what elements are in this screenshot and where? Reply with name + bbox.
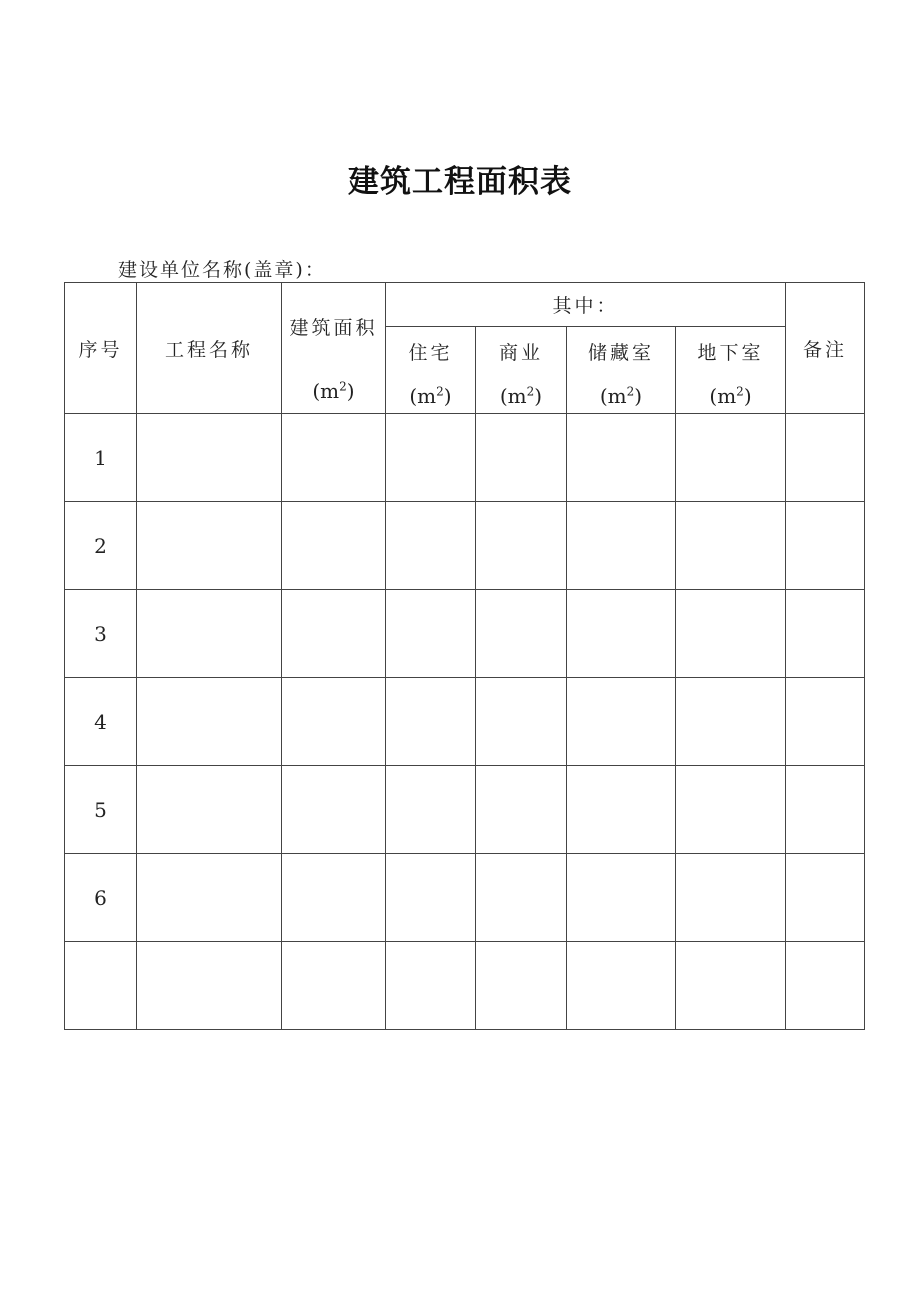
building-area-cell (282, 502, 386, 590)
project-name-cell (137, 502, 282, 590)
page-title: 建筑工程面积表 (348, 164, 572, 200)
unit-storage: $(m^2)$ (599, 384, 643, 408)
header-remarks: 备注 (786, 283, 865, 414)
seq-cell: 6 (65, 854, 137, 942)
remarks-cell (786, 854, 865, 942)
header-storage (567, 327, 676, 414)
area-table (64, 282, 865, 1030)
commercial-cell (476, 766, 567, 854)
table-row (65, 766, 865, 854)
header-project-name: 工程名称 (137, 283, 282, 414)
commercial-cell (476, 678, 567, 766)
storage-cell (567, 502, 676, 590)
header-storage-label: 储藏室 (587, 342, 654, 364)
storage-cell (567, 766, 676, 854)
basement-cell (676, 942, 786, 1030)
project-name-cell (137, 766, 282, 854)
seq-cell: 4 (65, 678, 137, 766)
header-residential (386, 327, 476, 414)
seq-cell: 5 (65, 766, 137, 854)
header-of-which: 其中： (386, 283, 786, 327)
header-basement-label: 地下室 (697, 342, 764, 364)
remarks-cell (786, 942, 865, 1030)
remarks-cell (786, 502, 865, 590)
basement-cell (676, 854, 786, 942)
unit-commercial: $(m^2)$ (499, 384, 543, 408)
header-commercial (476, 327, 567, 414)
table-row (65, 678, 865, 766)
unit-basement: $(m^2)$ (709, 384, 752, 408)
table-row (65, 942, 865, 1030)
basement-cell (676, 502, 786, 590)
seq-cell: 1 (65, 414, 137, 502)
unit-building-area: $(m^2)$ (312, 379, 355, 403)
header-seq: 序号 (65, 283, 137, 414)
storage-cell (567, 942, 676, 1030)
residential-cell (386, 590, 476, 678)
storage-cell (567, 414, 676, 502)
header-building-area (282, 283, 386, 414)
header-commercial-label: 商业 (498, 342, 543, 364)
residential-cell (386, 942, 476, 1030)
building-area-cell (282, 678, 386, 766)
storage-cell (567, 854, 676, 942)
storage-cell (567, 590, 676, 678)
table-body (65, 414, 865, 1030)
table-row (65, 590, 865, 678)
building-area-cell (282, 766, 386, 854)
building-area-cell (282, 414, 386, 502)
remarks-cell (786, 414, 865, 502)
residential-cell (386, 854, 476, 942)
basement-cell (676, 678, 786, 766)
building-area-cell (282, 854, 386, 942)
unit-residential: $(m^2)$ (409, 384, 452, 408)
remarks-cell (786, 678, 865, 766)
project-name-cell (137, 678, 282, 766)
header-residential-label: 住宅 (408, 342, 453, 364)
building-area-cell (282, 942, 386, 1030)
building-area-cell (282, 590, 386, 678)
commercial-cell (476, 854, 567, 942)
remarks-cell (786, 766, 865, 854)
table-row (65, 854, 865, 942)
remarks-cell (786, 590, 865, 678)
seq-cell (65, 942, 137, 1030)
table-row (65, 414, 865, 502)
basement-cell (676, 414, 786, 502)
commercial-cell (476, 590, 567, 678)
project-name-cell (137, 414, 282, 502)
commercial-cell (476, 414, 567, 502)
basement-cell (676, 590, 786, 678)
commercial-cell (476, 502, 567, 590)
residential-cell (386, 678, 476, 766)
residential-cell (386, 502, 476, 590)
project-name-cell (137, 590, 282, 678)
residential-cell (386, 414, 476, 502)
residential-cell (386, 766, 476, 854)
storage-cell (567, 678, 676, 766)
construction-unit-label: 建设单位名称(盖章)： (118, 259, 326, 281)
seq-cell: 3 (65, 590, 137, 678)
project-name-cell (137, 942, 282, 1030)
project-name-cell (137, 854, 282, 942)
table-row (65, 502, 865, 590)
basement-cell (676, 766, 786, 854)
header-building-area-label: 建筑面积 (289, 317, 378, 339)
header-basement (676, 327, 786, 414)
commercial-cell (476, 942, 567, 1030)
seq-cell: 2 (65, 502, 137, 590)
